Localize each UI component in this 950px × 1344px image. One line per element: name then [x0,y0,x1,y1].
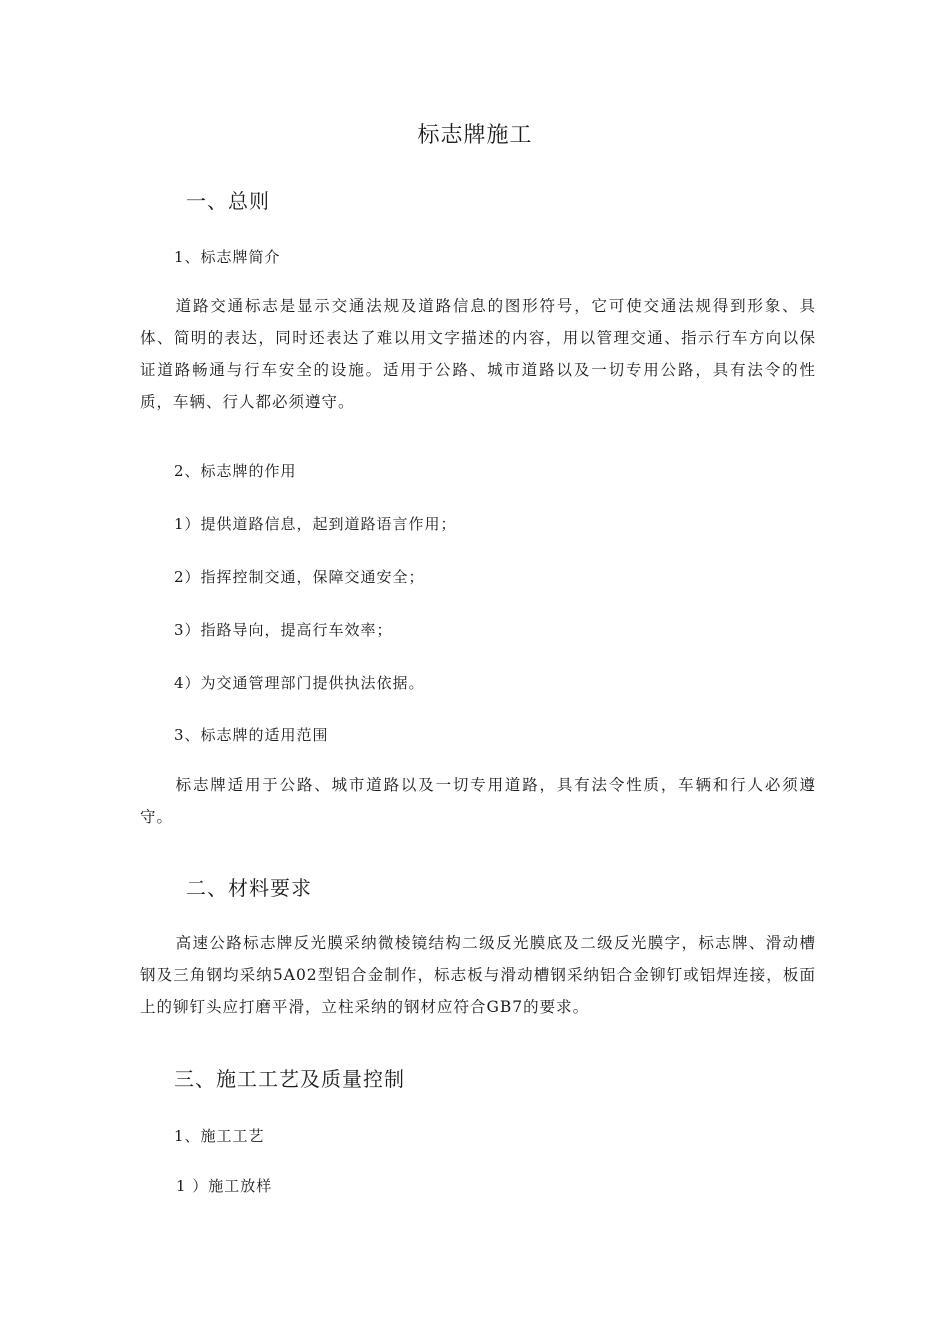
subsection-heading-process: 1、施工工艺 [174,1127,265,1145]
document-title: 标志牌施工 [417,123,533,148]
section-heading-materials: 二、材料要求 [186,876,312,900]
list-item: 1）提供道路信息，起到道路语言作用； [174,515,457,533]
paragraph-materials: 高速公路标志牌反光膜采纳微棱镜结构二级反光膜底及二级反光膜字，标志牌、滑动槽钢及三角钢均采纳5A02型铝合金制作，标志板与滑动槽钢采纳铝合金铆钉或铝焊连接，板面上的铆钉头应打磨平滑，立柱采纳的钢材应符合GB7的要求。 [140,934,816,1016]
list-item: 3）指路导向，提高行车效率； [174,621,393,639]
paragraph-scope: 标志牌适用于公路、城市道路以及一切专用道路，具有法令性质，车辆和行人必须遵守。 [140,776,816,826]
subsection-heading-intro: 1、标志牌简介 [174,248,281,266]
subsection-item-layout: 1 ）施工放样 [176,1177,273,1195]
list-item: 4）为交通管理部门提供执法依据。 [174,674,425,692]
subsection-heading-scope: 3、标志牌的适用范围 [174,726,329,744]
section-heading-construction: 三、施工工艺及质量控制 [174,1067,405,1091]
paragraph-intro: 道路交通标志是显示交通法规及道路信息的图形符号，它可使交通法规得到形象、具体、简明的表达，同时还表达了难以用文字描述的内容，用以管理交通、指示行车方向以保证道路畅通与行车安全的设施。适用于公路、城市道路以及一切专用公路，具有法令的性质，车辆、行人都必须遵守。 [140,297,816,411]
subsection-heading-function: 2、标志牌的作用 [174,462,297,480]
section-heading-general: 一、总则 [186,189,270,213]
list-item: 2）指挥控制交通，保障交通安全； [174,568,425,586]
